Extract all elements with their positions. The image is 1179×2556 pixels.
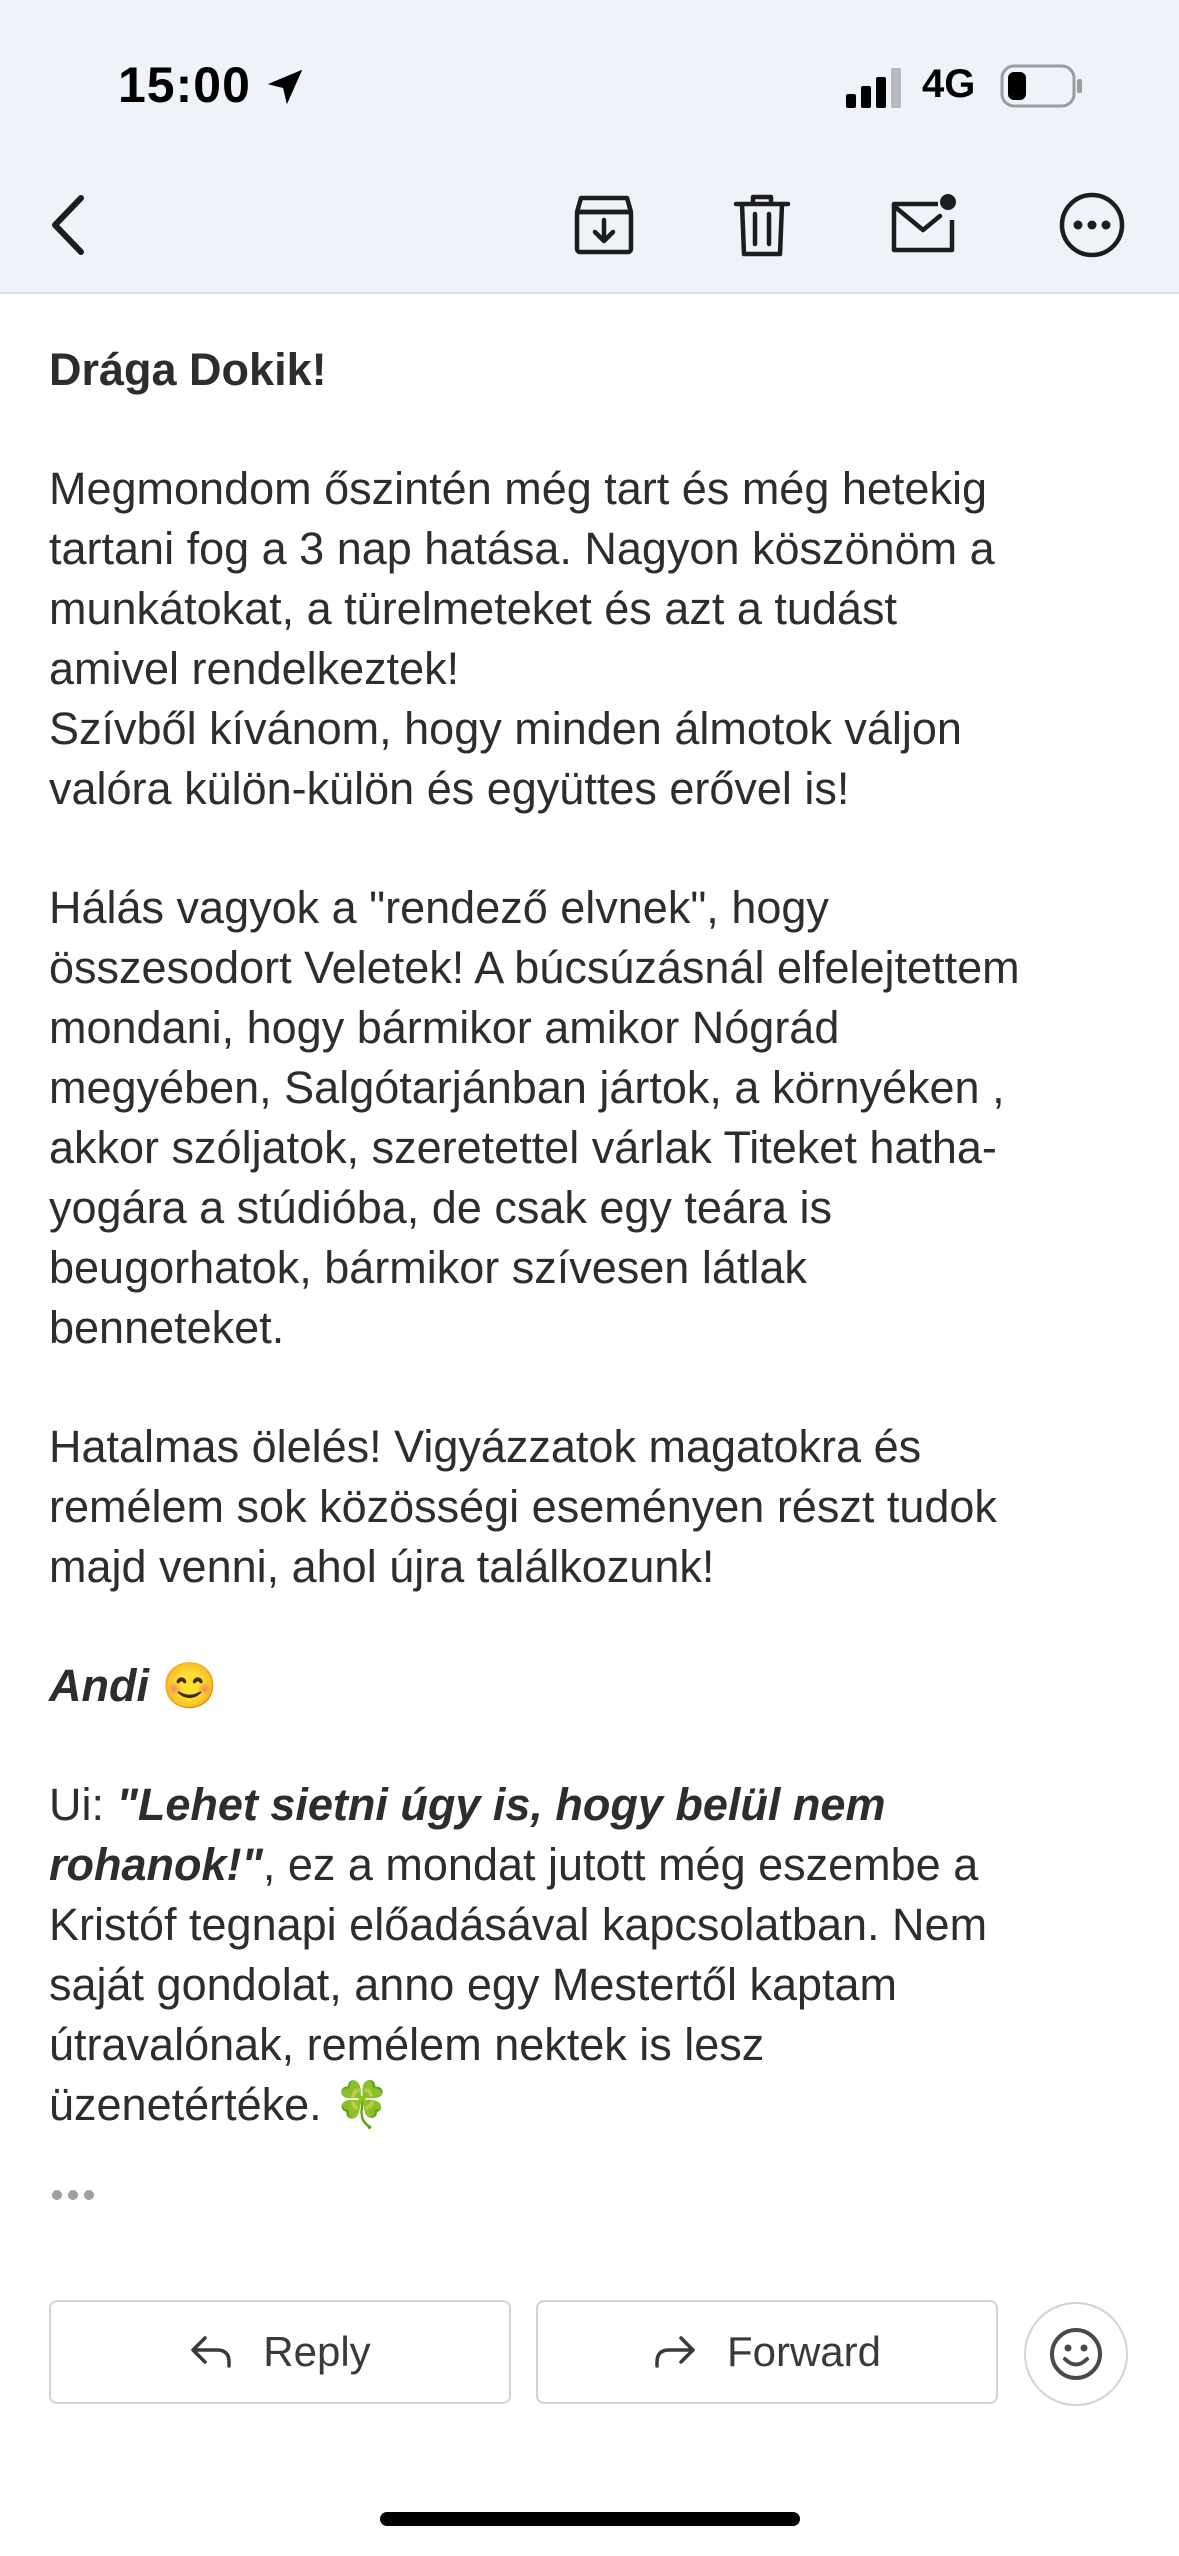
back-chevron-icon bbox=[43, 190, 93, 260]
body-line: tartani fog a 3 nap hatása. Nagyon köszönöm a bbox=[49, 523, 995, 574]
archive-icon bbox=[571, 192, 637, 258]
cellular-signal-icon bbox=[846, 68, 904, 108]
show-quoted-text-button[interactable] bbox=[52, 2190, 94, 2200]
reply-icon bbox=[189, 2334, 233, 2370]
ps-line bbox=[49, 1835, 1129, 1895]
body-line: majd venni, ahol újra találkozunk! bbox=[49, 1541, 715, 1592]
top-bar bbox=[0, 0, 1179, 294]
body-line: Hálás vagyok a "rendező elvnek", hogy bbox=[49, 882, 829, 933]
body-line: benneteket. bbox=[49, 1302, 285, 1353]
network-type: 4G bbox=[922, 62, 976, 106]
ps-line bbox=[49, 2075, 1129, 2135]
body-line: valóra külön-külön és együttes erővel is! bbox=[49, 763, 850, 814]
ps-prefix: Ui: bbox=[49, 1779, 117, 1830]
signature-line bbox=[49, 1656, 1129, 1716]
reply-button[interactable] bbox=[49, 2300, 511, 2404]
ellipsis-dot bbox=[68, 2190, 78, 2200]
body-line: amivel rendelkeztek! bbox=[49, 643, 460, 694]
ps-text: üzenetértéke. bbox=[49, 2079, 322, 2130]
home-indicator bbox=[380, 2512, 800, 2526]
body-line: remélem sok közösségi eseményen részt tudok bbox=[49, 1481, 997, 1532]
smile-emoji: 😊 bbox=[161, 1660, 218, 1711]
location-arrow-icon bbox=[262, 64, 308, 110]
body-line: beugorhatok, bármikor szívesen látlak bbox=[49, 1242, 807, 1293]
forward-button[interactable] bbox=[536, 2300, 998, 2404]
body-line: yogára a stúdióba, de csak egy teára is bbox=[49, 1182, 832, 1233]
signature-name: Andi bbox=[49, 1660, 149, 1711]
delete-button[interactable] bbox=[722, 185, 802, 265]
ps-quote: "Lehet sietni úgy is, hogy belül nem bbox=[116, 1779, 886, 1830]
ellipsis-dot bbox=[52, 2190, 62, 2200]
body-line: munkátokat, a türelmeteket és azt a tudást bbox=[49, 583, 897, 634]
body-line: akkor szóljatok, szeretettel várlak Titeket hatha- bbox=[49, 1122, 997, 1173]
status-time: 15:00 bbox=[118, 57, 251, 113]
email-body bbox=[49, 340, 1129, 2135]
body-line: Hatalmas ölelés! Vigyázzatok magatokra és bbox=[49, 1421, 922, 1472]
body-line: saját gondolat, anno egy Mestertől kaptam bbox=[49, 1959, 898, 2010]
more-button[interactable] bbox=[1052, 185, 1132, 265]
archive-button[interactable] bbox=[564, 185, 644, 265]
trash-icon bbox=[732, 192, 792, 258]
clover-emoji: 🍀 bbox=[334, 2079, 391, 2130]
more-icon bbox=[1057, 190, 1127, 260]
forward-label: Forward bbox=[726, 2328, 882, 2375]
emoji-reaction-button[interactable] bbox=[1024, 2302, 1128, 2406]
body-line: összesodort Veletek! A búcsúzásnál elfelejtettem bbox=[49, 942, 1020, 993]
body-line: mondani, hogy bármikor amikor Nógrád bbox=[49, 1002, 840, 1053]
back-button[interactable] bbox=[28, 185, 108, 265]
ellipsis-dot bbox=[84, 2190, 94, 2200]
battery-icon bbox=[1000, 64, 1084, 108]
body-line: megyében, Salgótarjánban jártok, a környéken , bbox=[49, 1062, 1005, 1113]
ps-text: , ez a mondat jutott még eszembe a bbox=[262, 1839, 979, 1890]
forward-icon bbox=[653, 2334, 697, 2370]
ps-line bbox=[49, 1775, 1129, 1835]
mark-unread-button[interactable] bbox=[884, 185, 964, 265]
mark-unread-icon bbox=[888, 192, 960, 258]
ps-quote: rohanok!" bbox=[49, 1839, 263, 1890]
reply-label: Reply bbox=[263, 2328, 371, 2375]
body-line: Szívből kívánom, hogy minden álmotok váljon bbox=[49, 703, 962, 754]
body-line: Kristóf tegnapi előadásával kapcsolatban. Nem bbox=[49, 1899, 988, 1950]
email-greeting: Drága Dokik! bbox=[49, 344, 327, 395]
smiley-icon bbox=[1048, 2326, 1104, 2382]
body-line: Megmondom őszintén még tart és még hetekig bbox=[49, 463, 987, 514]
body-line: útravalónak, remélem nektek is lesz bbox=[49, 2019, 765, 2070]
